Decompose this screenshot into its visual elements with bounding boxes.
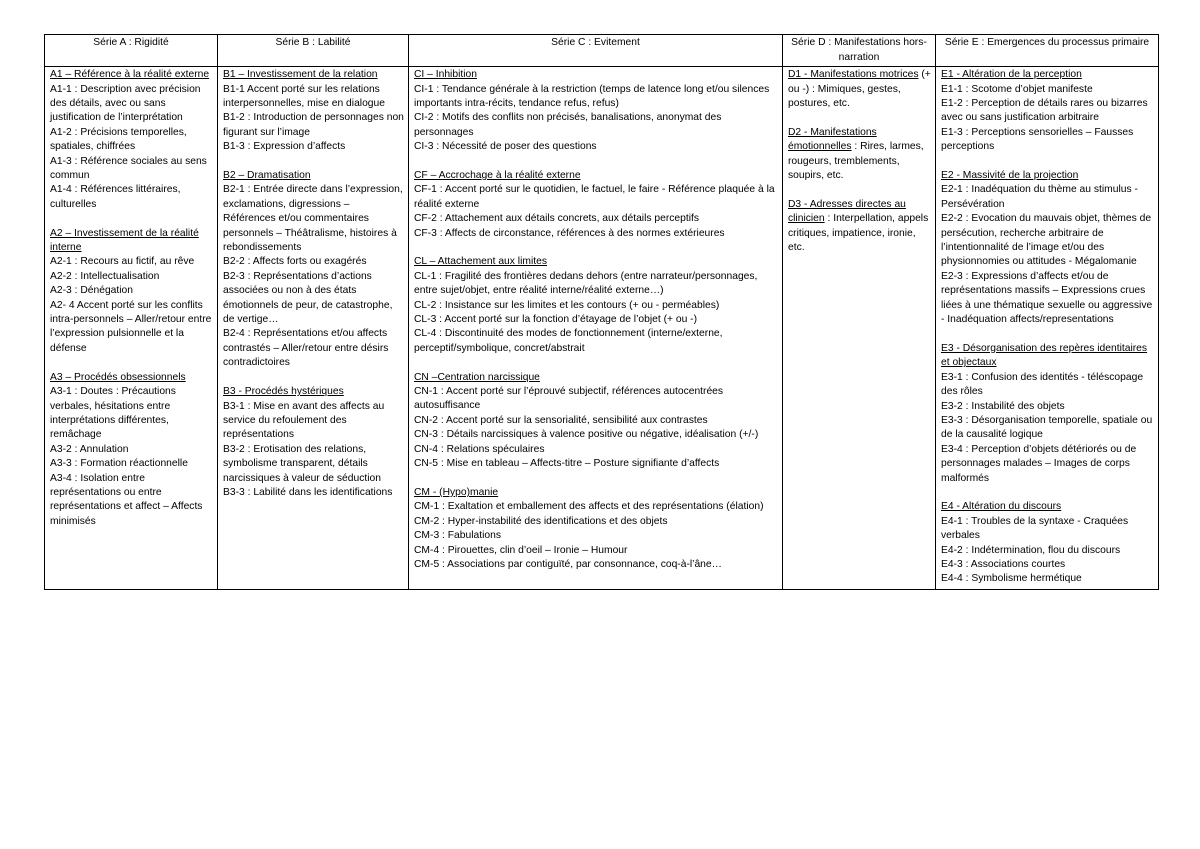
item: E4-1 : Troubles de la syntaxe - Craquées verbales [941,515,1129,542]
section-title: A3 – Procédés obsessionnels [50,371,186,383]
header-serie-d: Série D : Manifestations hors-narration [783,35,936,67]
item: A1-2 : Précisions temporelles, spatiales, chiffrées [50,126,187,153]
section-title: E1 - Altération de la perception [941,69,1082,81]
item: CL-2 : Insistance sur les limites et les contours (+ ou - perméables) [414,299,720,311]
series-table [44,34,1159,590]
section-b3 [223,385,404,500]
item: CI-3 : Nécessité de poser des questions [414,141,597,153]
item: E1-2 : Perception de détails rares ou bizarres avec ou sans justification arbitraire [941,98,1148,124]
item: A1-4 : Références littéraires, culturelles [50,184,181,210]
section-a1 [50,68,213,212]
item: E2-3 : Expressions d’affects et/ou de représentations massifs – Expressions crues liées à une thématique sexuelle ou aggressive - Inadéquation affects/representations [941,270,1153,326]
section-title: A1 – Référence à la réalité externe [50,69,210,81]
item: E3-4 : Perception d’objets détériorés ou de personnages malades – Images de corps malformés [941,443,1137,484]
item: CM-1 : Exaltation et emballement des affects et des représentations (élation) [414,501,764,513]
section-cf [414,169,778,241]
header-serie-e: Série E : Emergences du processus primaire [936,35,1159,67]
content-row [45,67,1159,590]
section-title: E3 - Désorganisation des repères identitaires et objectaux [941,342,1148,369]
section-title: CN –Centration narcissique [414,371,540,383]
section-title: B1 – Investissement de la relation [223,69,378,81]
item: A2-3 : Dénégation [50,285,134,297]
item: B1-1 Accent porté sur les relations interpersonnelles, mise en dialogue [223,83,385,109]
item: B2-1 : Entrée directe dans l’expression, exclamations, digressions – Références et/ou commentaires personnels – Théâtralisme, histoires à rebondissements [223,184,403,254]
column-serie-a [45,67,218,590]
item: E3-2 : Instabilité des objets [941,400,1065,412]
item: A1-3 : Référence sociales au sens commun [50,155,207,182]
item: CI-2 : Motifs des conflits non précisés, banalisations, anonymat des personnages [414,112,722,138]
section-e2 [941,169,1154,327]
item: E4-4 : Symbolisme hermétique [941,573,1082,585]
item: E4-3 : Associations courtes [941,558,1066,570]
item: A3-2 : Annulation [50,443,129,455]
item: B2-4 : Représentations et/ou affects contrastés – Aller/retour entre désirs contradictoires [223,328,389,369]
item: A3-3 : Formation réactionnelle [50,458,188,470]
item: CN-1 : Accent porté sur l’éprouvé subjectif, références autocentrées autosuffisance [414,386,724,412]
section-d2 [788,126,931,184]
section-title: D2 - Manifestations émotionnelles [788,126,877,153]
header-serie-b: Série B : Labilité [218,35,409,67]
section-text: (+ ou -) : Mimiques, gestes, postures, etc. [788,69,931,109]
item: E2-2 : Evocation du mauvais objet, thèmes de persécution, recherche arbitraire de l’intentionnalité de l’image et/ou des physionnomies ou attitudes - Mégalomanie [941,213,1152,268]
section-e3 [941,342,1154,486]
item: CN-2 : Accent porté sur la sensorialité, sensibilité aux contrastes [414,414,708,426]
section-title: CF – Accrochage à la réalité externe [414,170,581,182]
item: A2-1 : Recours au fictif, au rêve [50,256,195,268]
item: CM-5 : Associations par contiguïté, par consonnance, coq-à-l’âne… [414,558,722,570]
item: E3-1 : Confusion des identités - téléscopage des rôles [941,371,1144,398]
column-serie-d [783,67,936,590]
item: CL-3 : Accent porté sur la fonction d’étayage de l’objet (+ ou -) [414,314,698,326]
item: CI-1 : Tendance générale à la restriction (temps de latence long et/ou silences importants intra-récits, tendance refus, refus) [414,83,770,109]
item: E2-1 : Inadéquation du thème au stimulus - Persévération [941,184,1138,210]
section-b2 [223,169,404,371]
item: E3-3 : Désorganisation temporelle, spatiale ou de la causalité logique [941,414,1153,441]
item: CM-3 : Fabulations [414,530,501,542]
section-title: A2 – Investissement de la réalité interne [50,227,199,254]
item: CL-1 : Fragilité des frontières dedans dehors (entre narrateur/personnages, entre sujet/objet, entre réalité interne/réalité externe…) [414,270,758,297]
header-serie-c: Série C : Evitement [409,35,783,67]
item: CF-2 : Attachement aux détails concrets, aux détails perceptifs [414,213,700,225]
section-e1 [941,68,1154,154]
item: CM-4 : Pirouettes, clin d’oeil – Ironie – Humour [414,544,628,556]
section-e4 [941,500,1154,586]
section-cn [414,371,778,472]
section-text: : Interpellation, appels critiques, impatience, ironie, etc. [788,213,929,254]
item: B2-2 : Affects forts ou exagérés [223,256,367,268]
section-title: E2 - Massivité de la projection [941,170,1079,182]
item: CF-1 : Accent porté sur le quotidien, le factuel, le faire - Référence plaquée à la réalité externe [414,184,775,210]
section-title: B2 – Dramatisation [223,170,311,182]
section-cl [414,255,778,356]
item: CN-4 : Relations spéculaires [414,443,545,455]
section-d1 [788,68,931,111]
item: CF-3 : Affects de circonstance, références à des normes extérieures [414,227,725,239]
item: B3-2 : Erotisation des relations, symbolisme transparent, détails narcissiques à valeur de séduction [223,443,381,484]
item: CL-4 : Discontinuité des modes de fonctionnement (interne/externe, perceptif/symbolique, concret/abstrait [414,328,723,354]
column-serie-e [936,67,1159,590]
item: E4-2 : Indétermination, flou du discours [941,544,1121,556]
item: A3-4 : Isolation entre représentations ou entre représentations et affect – Affects minimisés [50,472,203,527]
section-b1 [223,68,404,154]
item: CN-5 : Mise en tableau – Affects-titre – Posture signifiante d’affects [414,458,720,470]
section-title: CI – Inhibition [414,69,477,81]
item: CM-2 : Hyper-instabilité des identifications et des objets [414,515,668,527]
item: B2-3 : Représentations d’actions associées ou non à des états émotionnels de peur, de catastrophe, de vertige… [223,270,393,326]
section-cm [414,486,778,572]
section-d3 [788,198,931,256]
section-title: CL – Attachement aux limites [414,256,547,268]
section-title: B3 - Procédés hystériques [223,386,344,398]
item: A1-1 : Description avec précision des détails, avec ou sans justification de l’interprétation [50,83,201,124]
section-a2 [50,227,213,357]
section-title: D1 - Manifestations motrices [788,69,919,81]
item: A2-2 : Intellectualisation [50,270,160,282]
item: B1-2 : Introduction de personnages non figurant sur l’image [223,112,404,138]
item: A3-1 : Doutes : Précautions verbales, hésitations entre interprétations différentes, remâchage [50,386,176,441]
item: B3-3 : Labilité dans les identifications [223,486,393,498]
item: E1-3 : Perceptions sensorielles – Fausses perceptions [941,126,1134,153]
item: A2- 4 Accent porté sur les conflits intra-personnels – Aller/retour entre l’expression pulsionnelle et la défense [50,299,212,354]
header-row [45,35,1159,67]
item: CN-3 : Détails narcissiques à valence positive ou négative, idéalisation (+/-) [414,429,759,441]
section-title: D3 - Adresses directes au clinicien [788,198,906,225]
section-ci [414,68,778,154]
section-title: E4 - Altération du discours [941,501,1062,513]
section-text: : Rires, larmes, rougeurs, tremblements, soupirs, etc. [788,141,924,182]
column-serie-b [218,67,409,590]
column-serie-c [409,67,783,590]
section-a3 [50,371,213,529]
item: B3-1 : Mise en avant des affects au service du refoulement des représentations [223,400,385,441]
section-title: CM - (Hypo)manie [414,486,499,498]
item: E1-1 : Scotome d’objet manifeste [941,83,1093,95]
header-serie-a: Série A : Rigidité [45,35,218,67]
item: B1-3 : Expression d’affects [223,141,346,153]
